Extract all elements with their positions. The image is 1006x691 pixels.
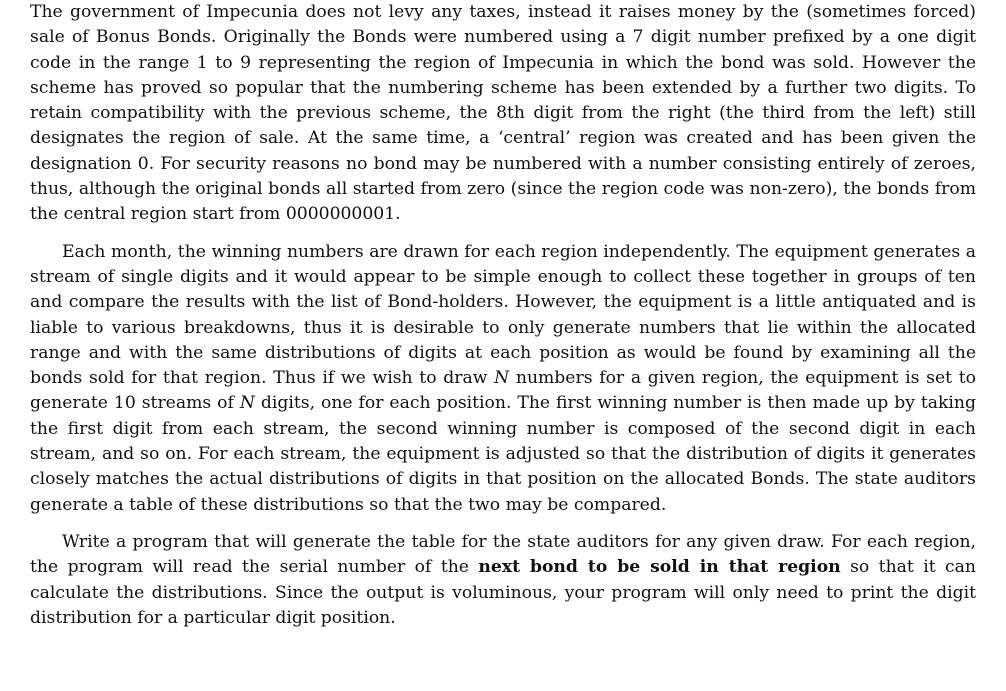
paragraph-3-text-b: so that it can calculate the distributions. Since the output is voluminous, your program will only need to print the digit distribution for a particular digit position. — [30, 557, 976, 628]
variable-n: N — [494, 368, 510, 389]
problem-statement — [30, 0, 976, 631]
emphasis-next-bond: next bond to be sold in that region — [478, 557, 841, 578]
paragraph-1-text: The government of Impecunia does not levy any taxes, instead it raises money by the (sometimes forced) sale of Bonus Bonds. Originally the Bonds were numbered using a 7 digit number prefixed by a one digit code in the range 1 to 9 representing the region of Impecunia in which the bond was sold. However the scheme has proved so popular that the numbering scheme has been extended by a further two digits. To retain compatibility with the previous scheme, the 8th digit from the right (the third from the left) still designates the region of sale. At the same time, a ‘central’ region was created and has been given the designation 0. For security reasons no bond may be numbered with a number consisting entirely of zeroes, thus, although the original bonds all started from zero (since the region code was non-zero), the bonds from the central region start from 0000000001. — [30, 2, 976, 225]
paragraph-2-text-b: numbers for a given region, the equipment is set to generate 10 streams of — [30, 368, 977, 414]
paragraph-2-text-a: Each month, the winning numbers are drawn for each region independently. The equipment generates a stream of single digits and it would appear to be simple enough to collect these together in groups of ten and compare the results with the list of Bond-holders. However, the equipment is a little antiquated and is liable to various breakdowns, thus it is desirable to only generate numbers that lie within the allocated range and with the same distributions of digits at each position as would be found by examining all the bonds sold for that region. Thus if we wish to draw — [30, 241, 976, 389]
paragraph-task — [30, 530, 976, 631]
paragraph-bond-numbering — [30, 0, 976, 228]
variable-n: N — [239, 393, 255, 414]
paragraph-2-text-c: digits, one for each position. The first winning number is then made up by taking the first digit from each stream, the second winning number is composed of the second digit in each stream, and so on. For each stream, the equipment is adjusted so that the distribution of digits it generates closely matches the actual distributions of digits in that position on the allocated Bonds. The state auditors generate a table of these distributions so that the two may be compared. — [30, 393, 976, 515]
paragraph-3-text-a: Write a program that will generate the table for the state auditors for any given draw. For each region, the program will read the serial number of the — [30, 531, 976, 578]
paragraph-drawing-equipment — [30, 240, 976, 518]
